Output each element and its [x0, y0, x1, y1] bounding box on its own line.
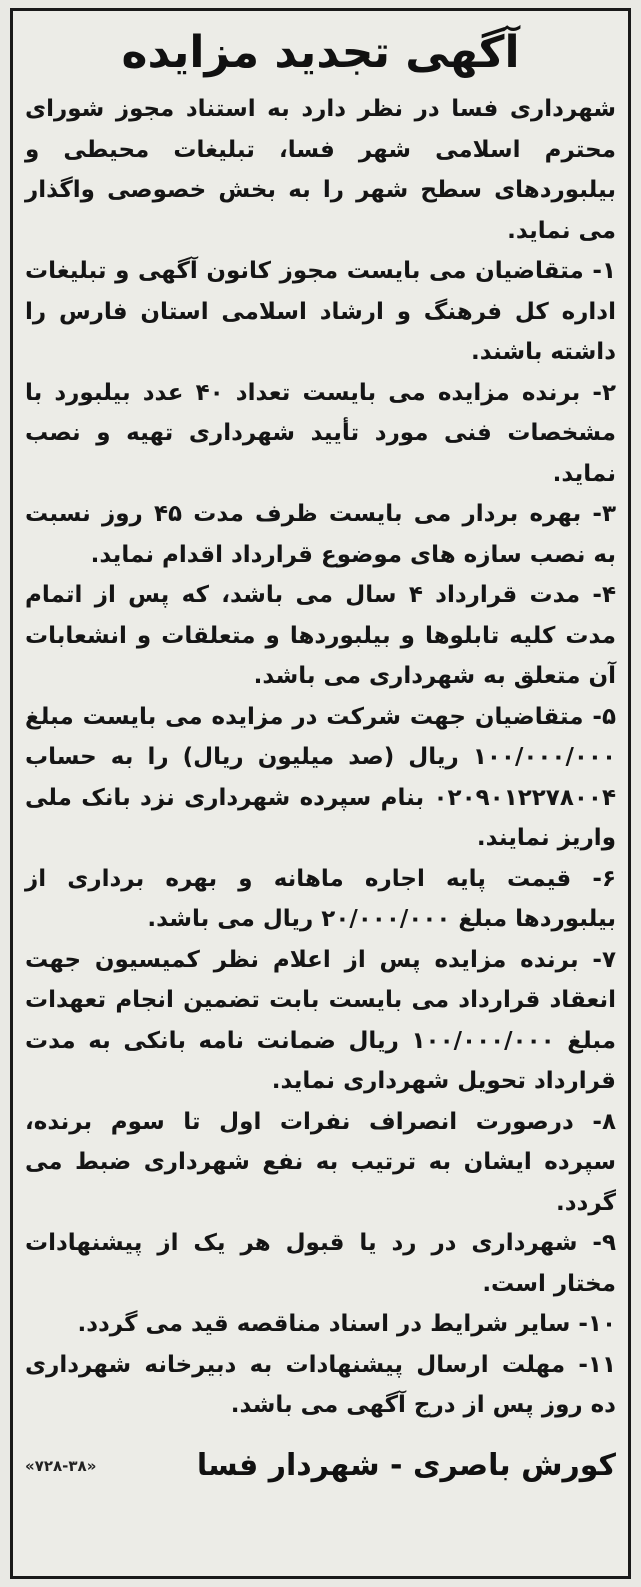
- notice-item-5: ۵- متقاضیان جهت شرکت در مزایده می بایست مبلغ ۱۰۰/۰۰۰/۰۰۰ ریال (صد میلیون ریال) را به حساب ۰۲۰۹۰۱۲۲۷۸۰۰۴ بنام سپرده شهرداری نزد بانک ملی واریز نمایند.: [25, 703, 616, 851]
- notice-intro: شهرداری فسا در نظر دارد به استناد مجوز شورای محترم اسلامی شهر فسا، تبلیغات محیطی و بیلبوردهای سطح شهر را به بخش خصوصی واگذار می نماید.: [25, 96, 616, 244]
- notice-item-10: ۱۰- سایر شرایط در اسناد مناقصه قید می گردد.: [77, 1311, 616, 1337]
- notice-title: آگهی تجدید مزایده: [121, 27, 520, 78]
- notice-item-11: ۱۱- مهلت ارسال پیشنهادات به دبیرخانه شهرداری ده روز پس از درج آگهی می باشد.: [25, 1351, 616, 1418]
- notice-item-2: ۲- برنده مزایده می بایست تعداد ۴۰ عدد بیلبورد با مشخصات فنی مورد تأیید شهرداری تهیه و نصب نماید.: [25, 379, 616, 487]
- notice-item-9: ۹- شهرداری در رد یا قبول هر یک از پیشنهادات مختار است.: [25, 1230, 616, 1297]
- notice-item-7: ۷- برنده مزایده پس از اعلام نظر کمیسیون جهت انعقاد قرارداد می بایست بابت تضمین انجام تعهدات مبلغ ۱۰۰/۰۰۰/۰۰۰ ریال ضمانت نامه بانکی به مدت قرارداد تحویل شهرداری نماید.: [25, 946, 616, 1094]
- notice-item-6: ۶- قیمت پایه اجاره ماهانه و بهره برداری از بیلبوردها مبلغ ۲۰/۰۰۰/۰۰۰ ریال می باشد.: [25, 865, 616, 932]
- notice-item-4: ۴- مدت قرارداد ۴ سال می باشد، که پس از اتمام مدت کلیه تابلوها و بیلبوردها و متعلقات و انشعابات آن متعلق به شهرداری می باشد.: [25, 582, 616, 689]
- notice-item-3: ۳- بهره بردار می بایست ظرف مدت ۴۵ روز نسبت به نصب سازه های موضوع قرارداد اقدام نماید.: [25, 501, 616, 568]
- notice-frame: [10, 8, 631, 1579]
- notice-item-1: ۱- متقاضیان می بایست مجوز کانون آگهی و تبلیغات اداره کل فرهنگ و ارشاد اسلامی استان فارس را داشته باشند.: [25, 258, 616, 365]
- notice-body: [25, 89, 616, 1426]
- notice-item-8: ۸- درصورت انصراف نفرات اول تا سوم برنده، سپرده ایشان به ترتیب به نفع شهرداری ضبط می گردد.: [25, 1108, 616, 1216]
- signature-line: کورش باصری - شهردار فسا: [196, 1448, 616, 1483]
- notice-footer: [25, 1444, 616, 1488]
- ad-code: «۷۲۸-۳۸»: [25, 1456, 97, 1475]
